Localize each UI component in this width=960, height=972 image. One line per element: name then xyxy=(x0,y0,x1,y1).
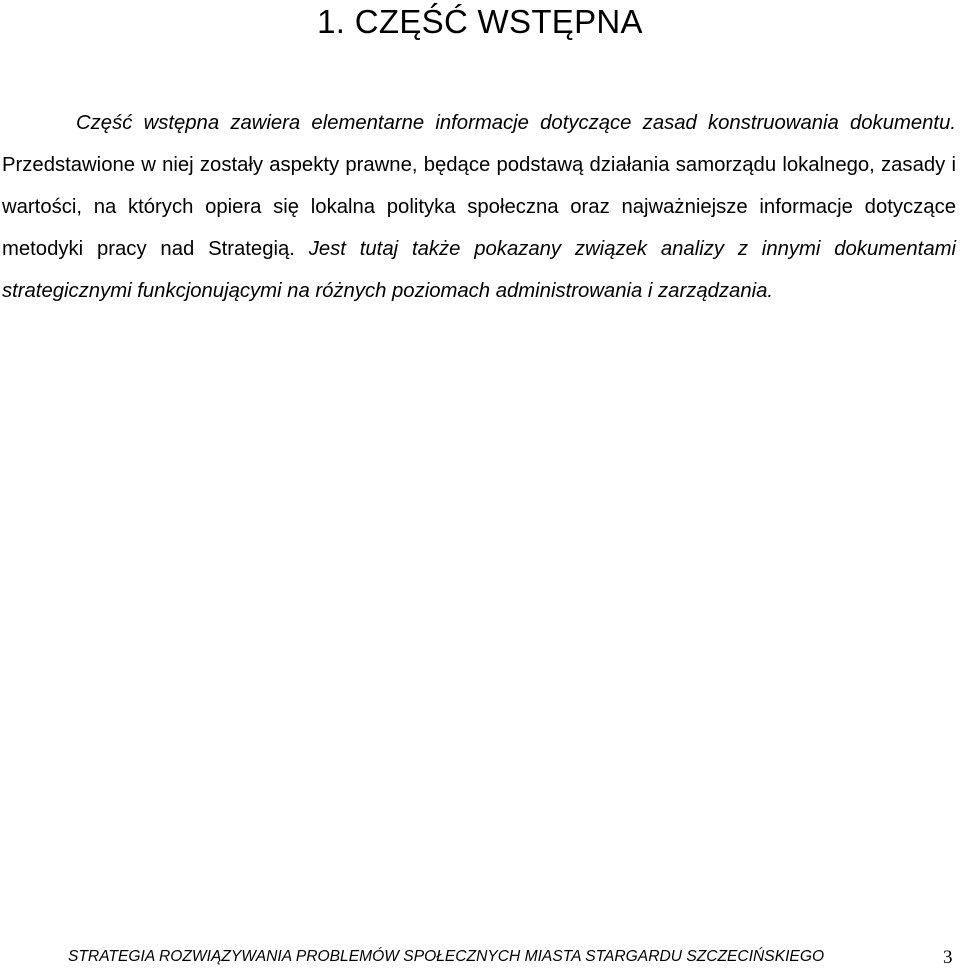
page-number: 3 xyxy=(943,947,953,968)
page-title: 1. CZĘŚĆ WSTĘPNA xyxy=(317,3,643,40)
paragraph-part-2: Przedstawione w niej zostały aspekty prawne, będące podstawą działania samorządu lokalnego, zasady i wartości, na których opiera się lokalna polityka społeczna oraz najważniejsze informacje dotyczące metodyki pracy nad Strategią. xyxy=(2,154,956,260)
paragraph-part-3: Jest tutaj także pokazany związek analizy z innymi dokumentami strategicznymi funkcjonującymi na różnych poziomach administrowania i zarządzania. xyxy=(2,238,956,302)
footer-document-title: STRATEGIA ROZWIĄZYWANIA PROBLEMÓW SPOŁECZNYCH MIASTA STARGARDU SZCZECIŃSKIEGO xyxy=(68,948,825,965)
intro-paragraph xyxy=(2,102,956,312)
page-footer xyxy=(0,944,960,972)
paragraph-part-1: Część wstępna zawiera elementarne informacje dotyczące zasad konstruowania dokumentu. xyxy=(76,112,956,134)
